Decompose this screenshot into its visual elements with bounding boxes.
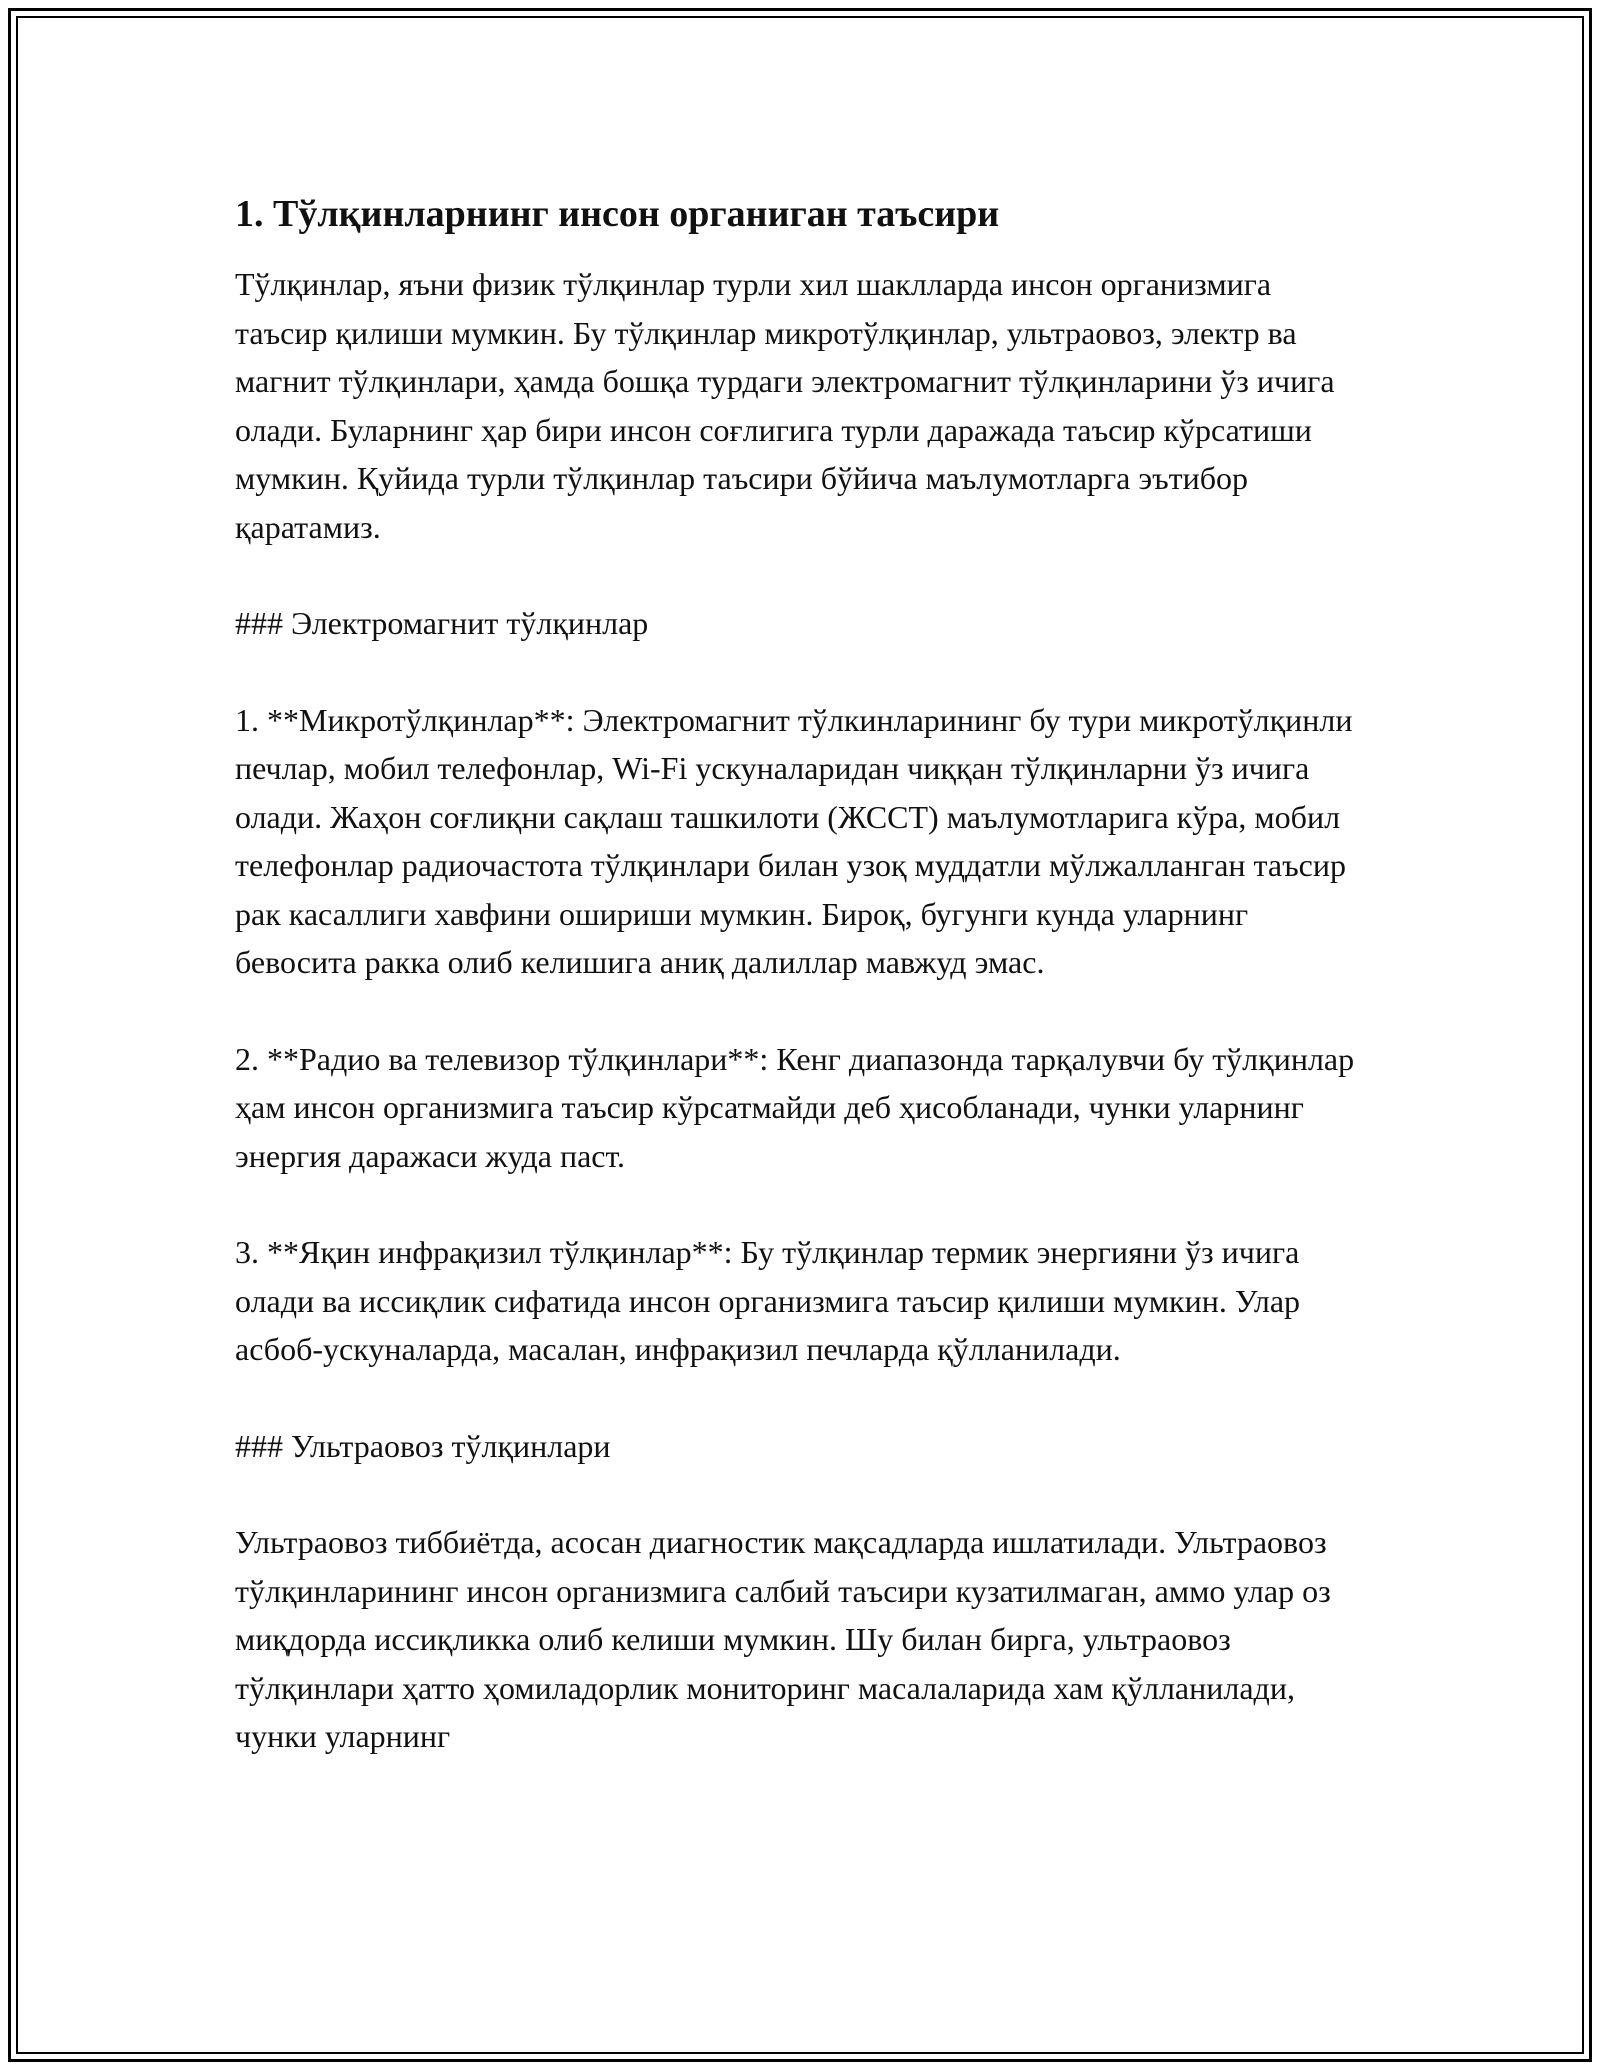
subheading-electromagnetic: ### Электромагнит тўлқинлар xyxy=(235,605,649,641)
list-item-infrared: 3. **Яқин инфрақизил тўлқинлар**: Бу тўлқинлар термик энергияни ўз ичига олади ва иссиқлик сифатида инсон организмига таъсир қилиши мумкин. Улар асбоб-ускуналарда, масалан, инфрақизил печларда қўлланилади. xyxy=(235,1234,1301,1367)
subheading-ultrasound: ### Ультраовоз тўлқинлари xyxy=(235,1427,611,1464)
document-body xyxy=(235,188,1365,1761)
list-item-radio-tv: 2. **Радио ва телевизор тўлқинлари**: Кенг диапазонда тарқалувчи бу тўлқинлар ҳам инсон организмига таъсир кўрсатмайди деб ҳисобланади, чунки уларнинг энергия даражаси жуда паст. xyxy=(235,1040,1355,1174)
section-heading: 1. Тўлқинларнинг инсон органиган таъсири xyxy=(235,193,1000,235)
ultrasound-paragraph: Ультраовоз тиббиётда, асосан диагностик мақсадларда ишлатилади. Ультраовоз тўлқинларининг инсон организмига салбий таъсири кузатилмаган, аммо улар оз миқдорда иссиқликка олиб келиши мумкин. Шу билан бирга, ультраовоз тўлқинлари ҳатто ҳомиладорлик мониторинг масалаларида хам қўлланилади, чунки уларнинг xyxy=(235,1524,1331,1754)
list-item-microwaves: 1. **Микротўлқинлар**: Электромагнит тўлкинларининг бу тури микротўлқинли печлар, мобил телефонлар, Wi-Fi ускуналаридан чиққан тўлқинларни ўз ичига олади. Жаҳон соғлиқни сақлаш ташкилоти (ЖССТ) маълумотларига кўра, мобил телефонлар радиочастота тўлқинлари билан узоқ муддатли мўлжалланган таъсир рак касаллиги хавфини ошириши мумкин. Бироқ, бугунги кунда уларнинг бевосита ракка олиб келишига аниқ далиллар мавжуд эмас. xyxy=(235,701,1353,980)
intro-paragraph: Тўлқинлар, яъни физик тўлқинлар турли хил шаклларда инсон организмига таъсир қилиши мумкин. Бу тўлқинлар микротўлқинлар, ультраовоз, электр ва магнит тўлқинлари, ҳамда бошқа турдаги электромагнит тўлқинларини ўз ичига олади. Буларнинг ҳар бири инсон соғлигига турли даражада таъсир кўрсатиши мумкин. Қуйида турли тўлқинлар таъсири бўйича маълумотларга эътибор қаратамиз. xyxy=(235,266,1335,545)
